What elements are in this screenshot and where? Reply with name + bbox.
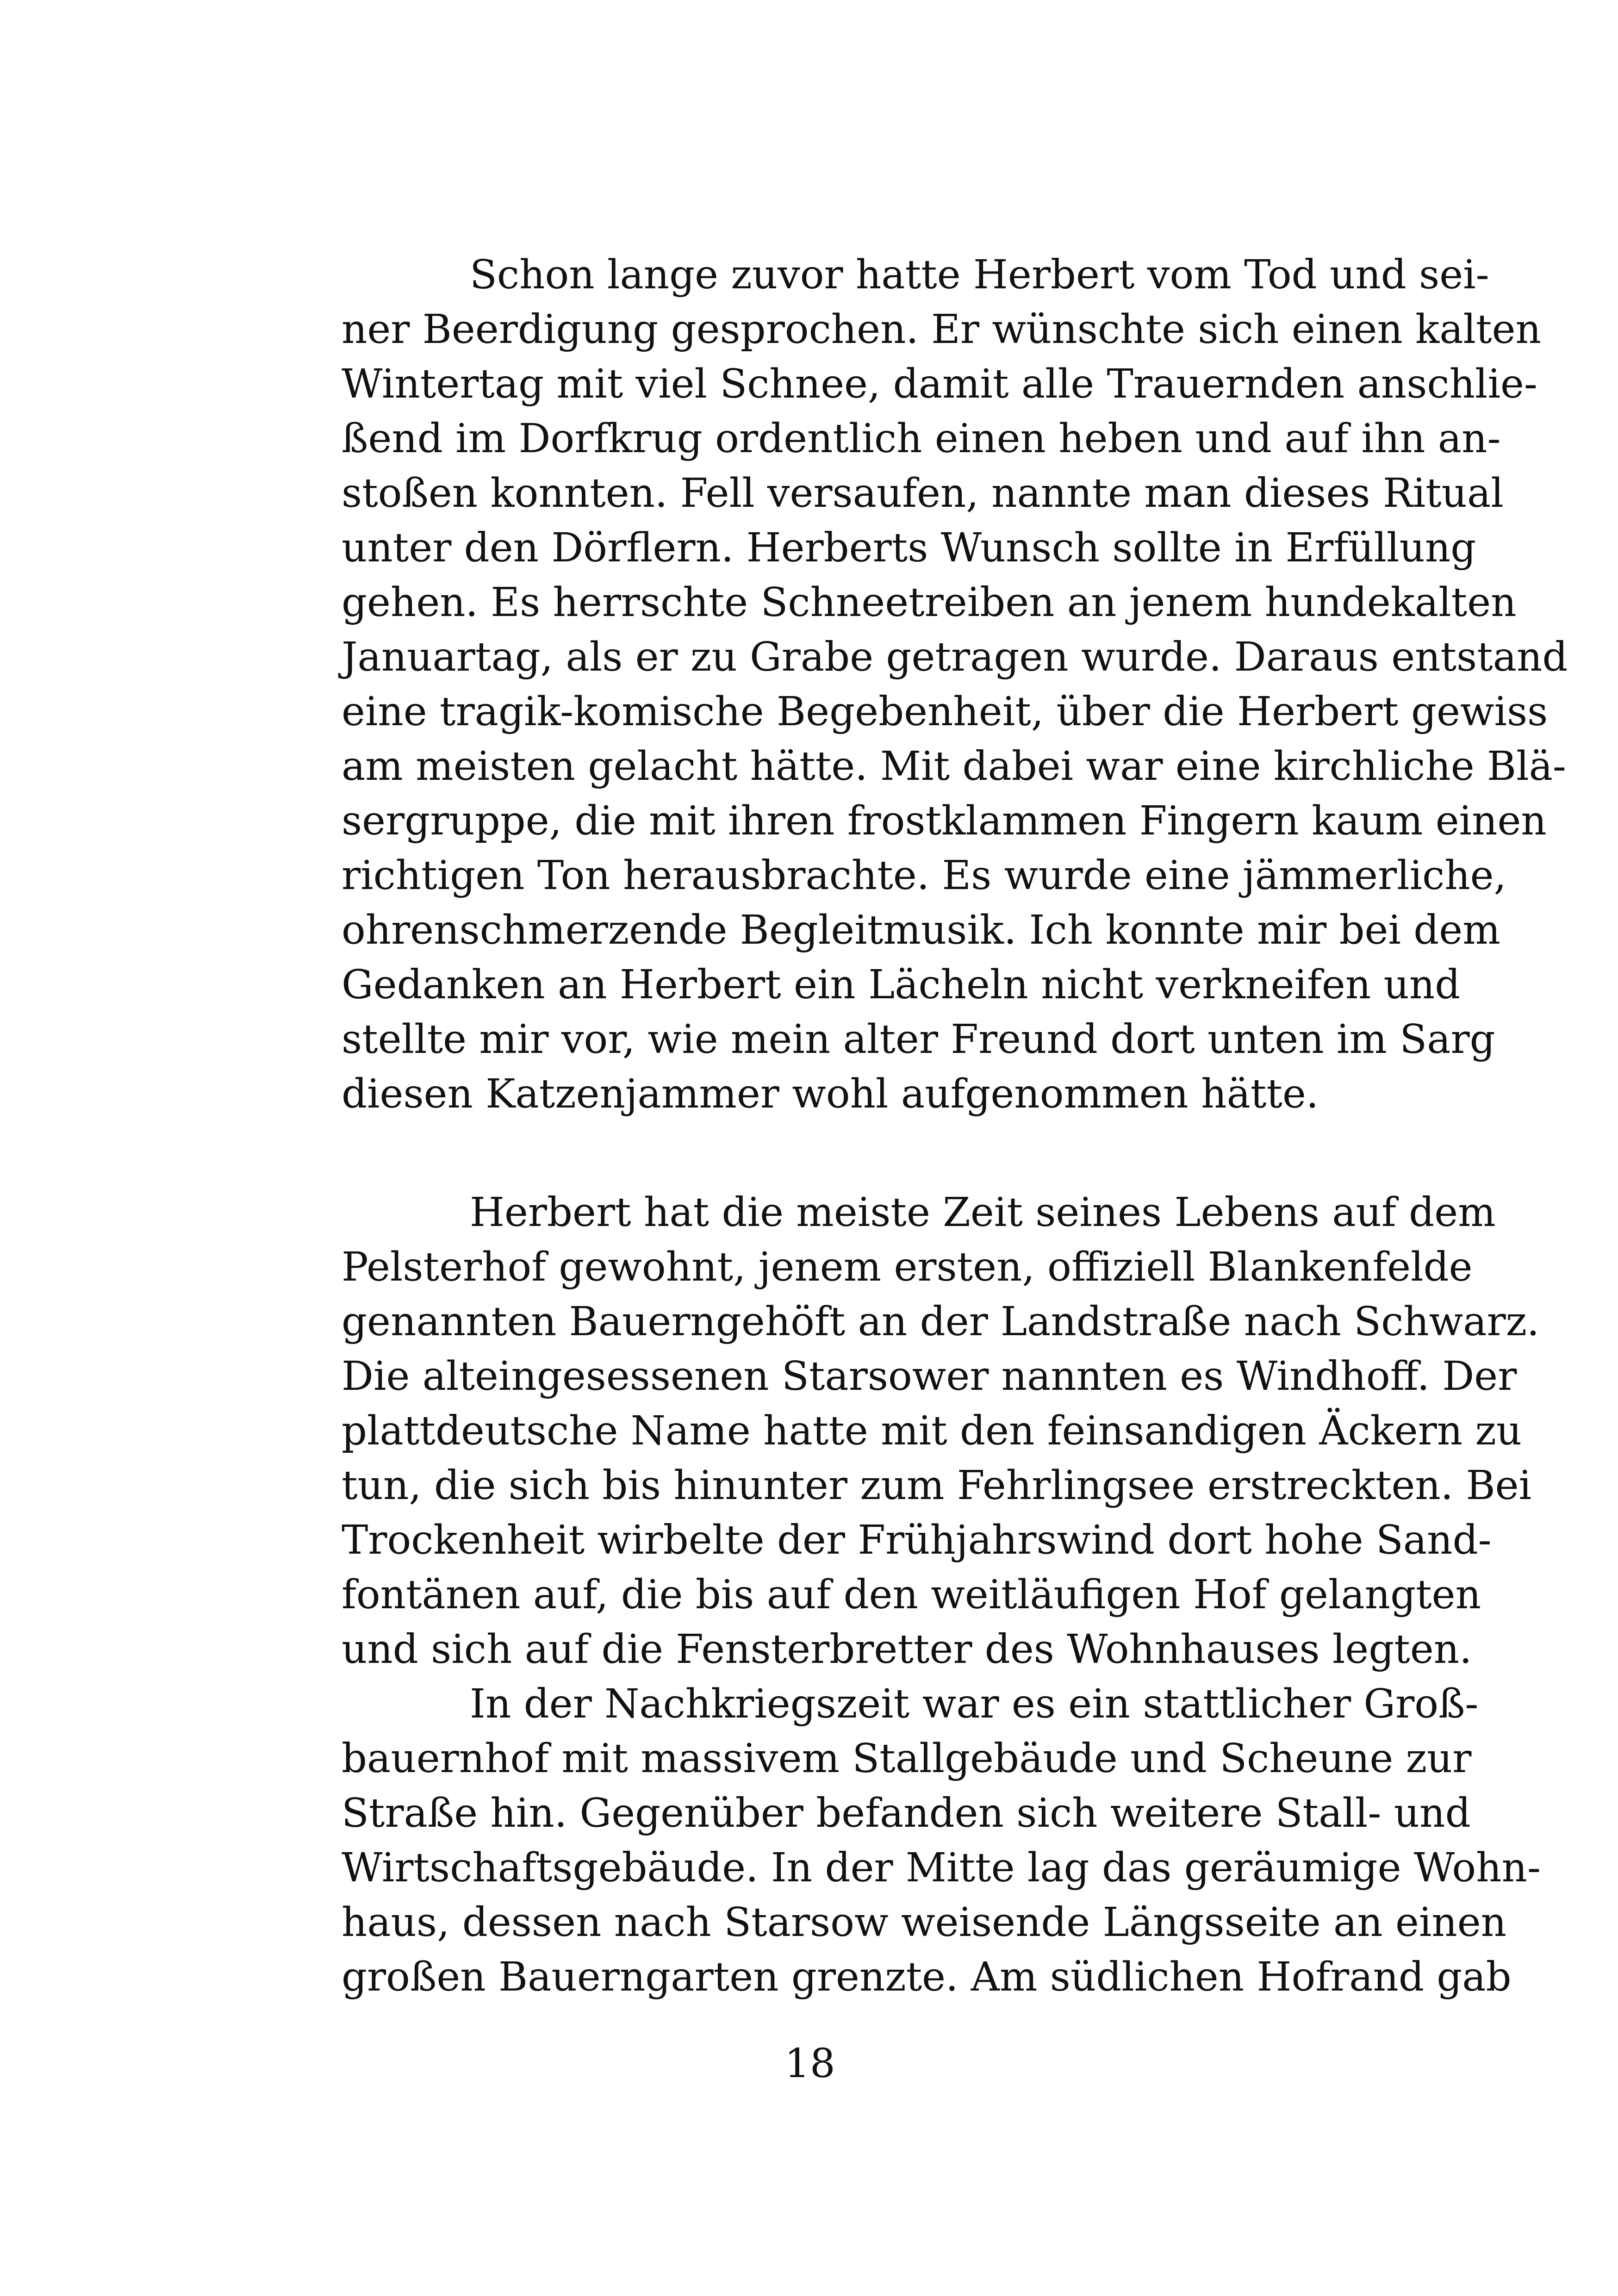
text-line: Schon lange zuvor hatte Herbert vom Tod und sei-	[470, 252, 1489, 298]
text-line: Wirtschaftsgebäude. In der Mitte lag das geräumige Wohn-	[342, 1845, 1541, 1891]
text-line: richtigen Ton herausbrachte. Es wurde eine jämmerliche,	[342, 852, 1506, 899]
text-line: plattdeutsche Name hatte mit den feinsandigen Äckern zu	[342, 1408, 1522, 1454]
text-line: bauernhof mit massivem Stallgebäude und Scheune zur	[342, 1736, 1472, 1782]
text-line: stellte mir vor, wie mein alter Freund dort unten im Sarg	[342, 1016, 1495, 1063]
paragraph	[342, 1677, 1541, 2004]
body-text	[342, 248, 1568, 2004]
text-line: tun, die sich bis hinunter zum Fehrlingsee erstreckten. Bei	[342, 1462, 1532, 1509]
text-line: Januartag, als er zu Grabe getragen wurde. Daraus entstand	[342, 634, 1568, 680]
text-line: ßend im Dorfkrug ordentlich einen heben und auf ihn an-	[342, 416, 1501, 462]
text-line: am meisten gelacht hätte. Mit dabei war eine kirchliche Blä-	[342, 743, 1566, 790]
text-line: genannten Bauerngehöft an der Landstraße nach Schwarz.	[342, 1299, 1540, 1345]
page-number: 18	[784, 2041, 835, 2087]
text-line: Straße hin. Gegenüber befanden sich weitere Stall- und	[342, 1790, 1471, 1836]
text-line: ner Beerdigung gesprochen. Er wünschte sich einen kalten	[342, 306, 1541, 353]
text-line: stoßen konnten. Fell versaufen, nannte man dieses Ritual	[342, 470, 1504, 516]
text-line: In der Nachkriegszeit war es ein stattlicher Groß-	[470, 1681, 1479, 1727]
text-line: ohrenschmerzende Begleitmusik. Ich konnte mir bei dem	[342, 907, 1500, 953]
text-line: fontänen auf, die bis auf den weitläufigen Hof gelangten	[342, 1572, 1481, 1618]
text-line: Trockenheit wirbelte der Frühjahrswind dort hohe Sand-	[342, 1517, 1492, 1563]
text-line: gehen. Es herrschte Schneetreiben an jenem hundekalten	[342, 579, 1517, 626]
text-line: sergruppe, die mit ihren frostklammen Fingern kaum einen	[342, 798, 1547, 844]
text-line: Herbert hat die meiste Zeit seines Lebens auf dem	[470, 1189, 1496, 1236]
text-line: unter den Dörflern. Herberts Wunsch sollte in Erfüllung	[342, 525, 1476, 571]
text-line: Wintertag mit viel Schnee, damit alle Trauernden anschlie-	[342, 361, 1537, 407]
text-line: großen Bauerngarten grenzte. Am südlichen Hofrand gab	[342, 1954, 1512, 2000]
text-line: haus, dessen nach Starsow weisende Längsseite an einen	[342, 1899, 1507, 1946]
text-line: diesen Katzenjammer wohl aufgenommen hätte.	[342, 1071, 1319, 1117]
paragraph-gap	[342, 1121, 1305, 1185]
text-line: und sich auf die Fensterbretter des Wohnhauses legten.	[342, 1626, 1472, 1673]
text-line: eine tragik-komische Begebenheit, über die Herbert gewiss	[342, 689, 1548, 735]
text-line: Pelsterhof gewohnt, jenem ersten, offiziell Blankenfelde	[342, 1244, 1473, 1290]
text-line: Gedanken an Herbert ein Lächeln nicht verkneifen und	[342, 962, 1461, 1008]
paragraph	[342, 248, 1568, 1121]
paragraph	[342, 1185, 1540, 1677]
text-line: Die alteingesessenen Starsower nannten es Windhoff. Der	[342, 1353, 1517, 1400]
